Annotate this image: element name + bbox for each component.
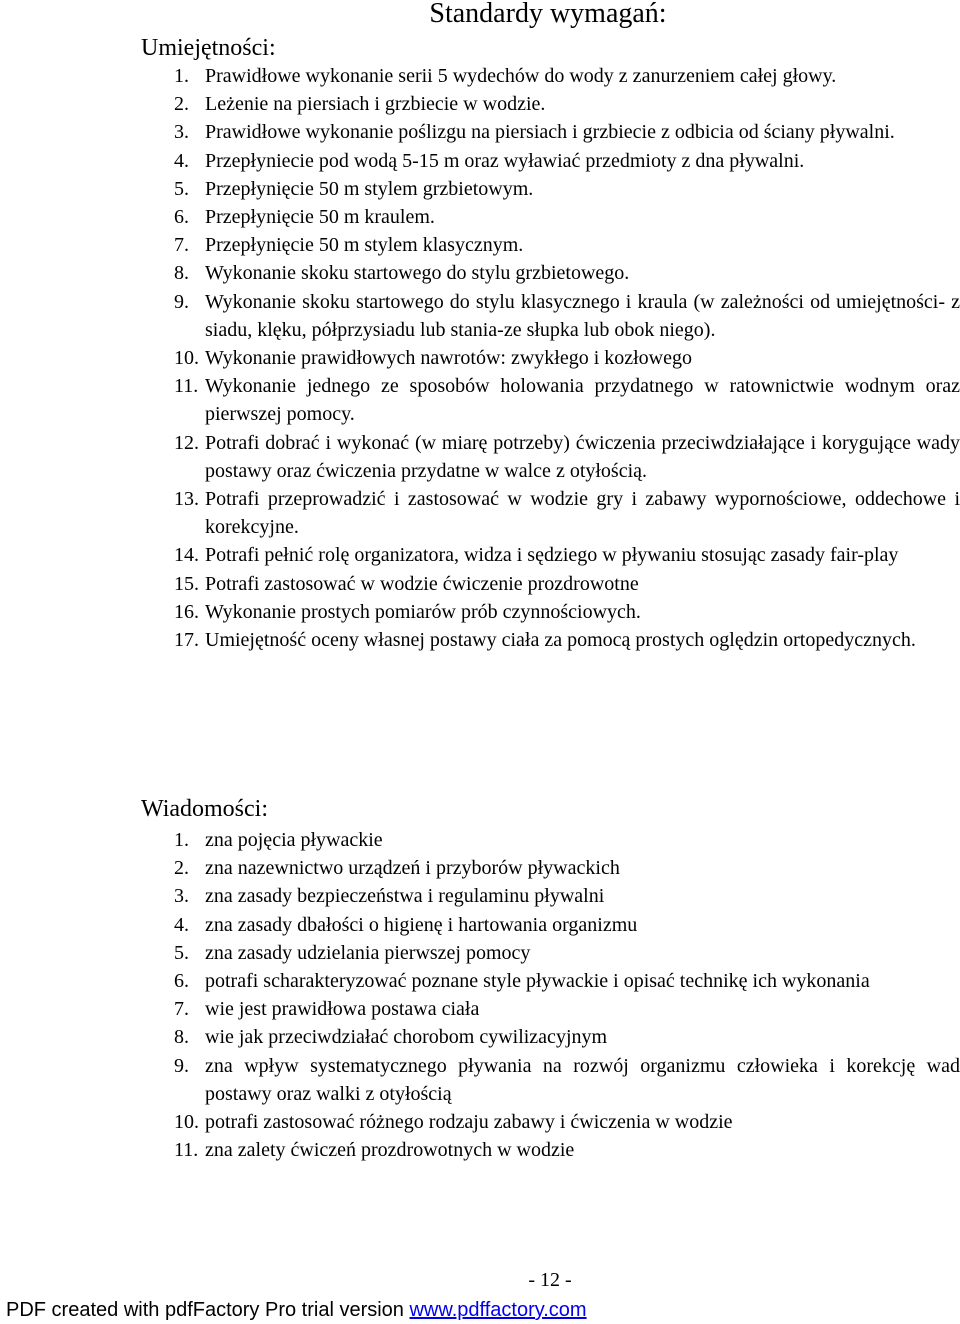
item-number: 7. bbox=[174, 234, 189, 257]
skills-item bbox=[0, 231, 960, 259]
skills-item bbox=[0, 175, 960, 203]
item-number: 6. bbox=[174, 970, 189, 993]
item-number: 16. bbox=[174, 600, 199, 623]
item-number: 8. bbox=[174, 1026, 189, 1049]
item-text: zna zasady udzielania pierwszej pomocy bbox=[205, 941, 531, 964]
skills-item bbox=[0, 288, 960, 344]
knowledge-item bbox=[0, 1136, 960, 1164]
item-text: Potrafi zastosować w wodzie ćwiczenie prozdrowotne bbox=[205, 572, 639, 595]
skills-item bbox=[0, 90, 960, 118]
pdf-footer bbox=[6, 1296, 587, 1324]
item-text: Prawidłowe wykonanie poślizgu na piersiach i grzbiecie z odbicia od ściany pływalni. bbox=[205, 121, 895, 144]
item-number: 1. bbox=[174, 829, 189, 851]
item-number: 10. bbox=[174, 347, 199, 370]
item-text: Leżenie na piersiach i grzbiecie w wodzie. bbox=[205, 93, 546, 116]
item-text: Przepłyniecie pod wodą 5-15 m oraz wyławiać przedmioty z dna pływalni. bbox=[205, 149, 805, 172]
skills-item bbox=[0, 372, 960, 428]
item-text: potrafi zastosować różnego rodzaju zabawy i ćwiczenia w wodzie bbox=[205, 1111, 733, 1134]
item-number: 6. bbox=[174, 206, 189, 229]
item-text: Prawidłowe wykonanie serii 5 wydechów do wody z zanurzeniem całej głowy. bbox=[205, 65, 837, 87]
skills-heading: Umiejętności: bbox=[141, 35, 276, 61]
item-text: zna zalety ćwiczeń prozdrowotnych w wodzie bbox=[205, 1139, 575, 1162]
item-number: 9. bbox=[174, 290, 189, 313]
item-text: zna wpływ systematycznego pływania na rozwój organizmu człowieka i korekcję wad postawy oraz walki z otyłością bbox=[205, 1054, 960, 1105]
skills-item bbox=[0, 344, 960, 372]
item-number: 12. bbox=[174, 431, 199, 454]
item-text: potrafi scharakteryzować poznane style pływackie i opisać technikę ich wykonania bbox=[205, 970, 870, 993]
item-number: 15. bbox=[174, 572, 199, 595]
knowledge-item bbox=[0, 939, 960, 967]
item-number: 2. bbox=[174, 93, 189, 116]
knowledge-item bbox=[0, 1052, 960, 1108]
item-number: 3. bbox=[174, 885, 189, 908]
item-text: Wykonanie skoku startowego do stylu klasycznego i kraula (w zależności od umiejętności- z siadu, klęku, półprzysiadu lub stania-ze słupka lub obok niego). bbox=[205, 290, 960, 341]
item-text: zna zasady bezpieczeństwa i regulaminu pływalni bbox=[205, 885, 605, 908]
knowledge-item bbox=[0, 854, 960, 882]
item-number: 11. bbox=[174, 375, 199, 398]
knowledge-heading: Wiadomości: bbox=[141, 796, 269, 822]
item-text: Potrafi przeprowadzić i zastosować w wodzie gry i zabawy wypornościowe, oddechowe i korekcyjne. bbox=[205, 488, 960, 539]
skills-item bbox=[0, 541, 960, 569]
skills-item bbox=[0, 429, 960, 485]
footer-text: PDF created with pdfFactory Pro trial version bbox=[6, 1299, 410, 1321]
skills-item bbox=[0, 118, 960, 146]
page-title: Standardy wymagań: bbox=[429, 0, 667, 29]
knowledge-item bbox=[0, 967, 960, 995]
item-text: Wykonanie prawidłowych nawrotów: zwykłego i kozłowego bbox=[205, 347, 693, 370]
item-text: Wykonanie jednego ze sposobów holowania przydatnego w ratownictwie wodnym oraz pierwszej pomocy. bbox=[205, 375, 960, 426]
page-number: - 12 - bbox=[528, 1269, 572, 1291]
skills-item bbox=[0, 485, 960, 541]
item-text: wie jest prawidłowa postawa ciała bbox=[205, 998, 480, 1021]
item-number: 8. bbox=[174, 262, 189, 285]
knowledge-item bbox=[0, 1108, 960, 1136]
item-text: zna pojęcia pływackie bbox=[205, 829, 383, 851]
item-number: 4. bbox=[174, 149, 189, 172]
item-number: 3. bbox=[174, 121, 189, 144]
item-text: zna nazewnictwo urządzeń i przyborów pływackich bbox=[205, 857, 620, 880]
item-text: Wykonanie skoku startowego do stylu grzbietowego. bbox=[205, 262, 630, 285]
item-number: 17. bbox=[174, 629, 199, 652]
item-number: 13. bbox=[174, 488, 199, 511]
knowledge-item bbox=[0, 826, 960, 854]
knowledge-item bbox=[0, 911, 960, 939]
skills-item bbox=[0, 598, 960, 626]
knowledge-item bbox=[0, 1023, 960, 1051]
item-text: Przepłynięcie 50 m kraulem. bbox=[205, 206, 435, 229]
item-text: Wykonanie prostych pomiarów prób czynnościowych. bbox=[205, 600, 641, 623]
item-text: Przepłynięcie 50 m stylem klasycznym. bbox=[205, 234, 524, 257]
item-number: 11. bbox=[174, 1139, 199, 1162]
skills-item bbox=[0, 203, 960, 231]
item-number: 5. bbox=[174, 941, 189, 964]
skills-list bbox=[0, 62, 960, 654]
footer-link[interactable]: www.pdffactory.com bbox=[409, 1299, 587, 1321]
item-number: 2. bbox=[174, 857, 189, 880]
knowledge-list bbox=[0, 826, 960, 1164]
item-number: 7. bbox=[174, 998, 189, 1021]
skills-item bbox=[0, 570, 960, 598]
knowledge-item bbox=[0, 882, 960, 910]
item-number: 10. bbox=[174, 1111, 199, 1134]
knowledge-item bbox=[0, 995, 960, 1023]
skills-item bbox=[0, 147, 960, 175]
item-text: Potrafi pełnić rolę organizatora, widza i sędziego w pływaniu stosując zasady fair-play bbox=[205, 544, 899, 567]
item-text: wie jak przeciwdziałać chorobom cywilizacyjnym bbox=[205, 1026, 608, 1049]
item-number: 5. bbox=[174, 177, 189, 200]
item-text: Przepłynięcie 50 m stylem grzbietowym. bbox=[205, 177, 534, 200]
item-text: Umiejętność oceny własnej postawy ciała za pomocą prostych oględzin ortopedycznych. bbox=[205, 629, 916, 652]
item-text: zna zasady dbałości o higienę i hartowania organizmu bbox=[205, 913, 638, 936]
skills-item bbox=[0, 259, 960, 287]
item-text: Potrafi dobrać i wykonać (w miarę potrzeby) ćwiczenia przeciwdziałające i korygujące wady postawy oraz ćwiczenia przydatne w walce z otyłością. bbox=[205, 431, 960, 482]
item-number: 1. bbox=[174, 65, 189, 87]
item-number: 9. bbox=[174, 1054, 189, 1077]
skills-item bbox=[0, 62, 960, 90]
item-number: 14. bbox=[174, 544, 199, 567]
skills-item bbox=[0, 626, 960, 654]
item-number: 4. bbox=[174, 913, 189, 936]
